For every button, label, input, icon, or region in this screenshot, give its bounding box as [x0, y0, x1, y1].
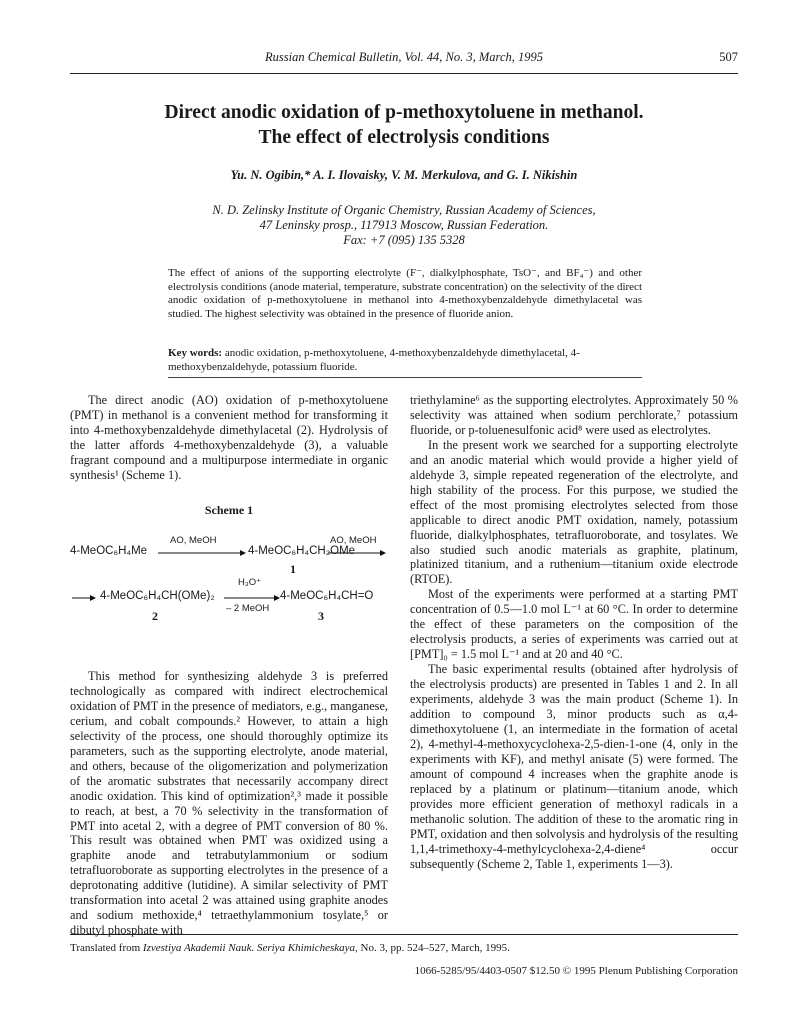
title-line-1: Direct anodic oxidation of p-methoxytoluene in methanol.: [164, 102, 644, 123]
keywords-rule: [168, 377, 642, 378]
authors: Yu. N. Ogibin,* A. I. Ilovaisky, V. M. Merkulova, and G. I. Nikishin: [230, 168, 578, 182]
compound-label-2: 2: [152, 609, 158, 623]
article-title: [70, 100, 738, 150]
title-line-2: The effect of electrolysis conditions: [258, 127, 550, 148]
reactant-pmt: 4-MeOC₆H₄Me: [70, 545, 148, 557]
paragraph: The basic experimental results (obtained after hydrolysis of the electrolysis products) are presented in Tables 1 and 2. In all experiments, aldehyde 3 was the main product (Scheme 1). In addition to compound 3, minor products such as α,4-dimethoxytoluene (1, an intermediate in the formation of acetal 2), 4-methyl-4-methoxycyclohexa-2,5-dien-1-one (4, only in the experiments with KF), and methyl anisate (5) were formed. The amount of compound 4 increases when the graphite anode is replaced by a platinum or platinum—titanium anode, which provides more efficient generation of methoxyl radicals in a methanolic solution. The addition of these to the aromatic ring in PMT, oxidation and then solvolysis and hydrolysis of the resulting 1,1,4-trimethoxy-4-methylcyclohexa-2,4-diene⁴ occur subsequently (Scheme 2, Table 1, experiments 1—3).: [410, 662, 738, 871]
arrow-1: [156, 548, 246, 558]
paragraph: In the present work we searched for a supporting electrolyte and an anodic material which would provide a higher yield of aldehyde 3, simple repeated regeneration of the electrolyte, and high stability of the process. For this purpose, we studied the effect of the most promising electrolytes selected from those applicable to direct anodic PMT oxidation, namely, potassium fluoride, dialkylphosphates, tetrafluoroborate, and tosylates. We also studied such anodic materials as graphite, platinum, platinized titanium, and a ruthenium—titanium oxide electrode (RTOE).: [410, 437, 738, 587]
compound-label-1: 1: [290, 562, 296, 576]
paragraph: triethylamine⁶ as the supporting electrolytes. Approximately 50 % selectivity was attained when sodium perchlorate,⁷ potassium fluoride, or p-toluenesulfonic acid⁸ were used as electrolytes.: [410, 393, 738, 437]
left-column-continued: [70, 669, 388, 938]
paragraph: This method for synthesizing aldehyde 3 is preferred technologically as compared with indirect electrochemical oxidation of PMT in the presence of mediators, e.g., manganese, cerium, and cobalt compounds.² However, to attain a high selectivity of the process, one should thoroughly optimize its parameters, such as the supporting electrolyte, anode material, and others, because of the oligomerization and polymerization of the aromatic substrates that necessarily accompany direct anodic oxidation. This kind of optimization²,³ made it possible to reach, at best, a 70 % selectivity in the transformation of PMT into acetal 2, with a degree of PMT conversion of 80 %. This result was obtained when PMT was oxidized using a graphite anode and tetrabutylammonium or sodium tetrafluoroborate as supporting electrolytes in the presence of a deprotonating additive (lutidine). A similar selectivity of PMT transformation into acetal 2 was attained using graphite anodes and sodium methoxide,⁴ tetraethylammonium tosylate,⁵ or dibutyl phosphate with: [70, 669, 388, 938]
page-number: 507: [719, 50, 738, 64]
header-rule: [70, 73, 738, 74]
keywords: [168, 347, 642, 374]
journal-citation: Russian Chemical Bulletin, Vol. 44, No. 3, March, 1995: [265, 50, 543, 64]
arrow-3-label-top: H₃O⁺: [238, 577, 262, 588]
affiliation-line-2: 47 Leninsky prosp., 117913 Moscow, Russian Federation.: [259, 218, 549, 232]
copyright-line: 1066-5285/95/4403-0507 $12.50 © 1995 Plenum Publishing Corporation: [414, 965, 738, 977]
arrow-3: [222, 593, 280, 603]
arrow-2: [326, 548, 386, 558]
arrow-1-label: AO, MeOH: [170, 535, 217, 546]
acetal-2: 4-MeOC₆H₄CH(OMe)₂: [100, 590, 215, 602]
scheme-1: [70, 535, 388, 660]
scheme-title: Scheme 1: [204, 503, 254, 517]
arrow-2-label: AO, MeOH: [330, 535, 377, 546]
running-head: [70, 50, 738, 72]
translation-note: [70, 942, 738, 954]
translation-prefix: Translated from: [70, 942, 141, 954]
arrow-3-label-bottom: – 2 MeOH: [226, 603, 270, 614]
translation-source: Izvestiya Akademii Nauk. Seriya Khimicheskaya,: [142, 942, 358, 954]
intermediate-1: 4-MeOC₆H₄CH₂OMe: [248, 545, 356, 557]
footer-rule: [70, 934, 738, 935]
keywords-label: Key words:: [168, 347, 223, 359]
translation-suffix: No. 3, pp. 524–527, March, 1995.: [360, 942, 510, 954]
right-column: [410, 393, 738, 872]
arrow-2-continuation: [70, 593, 96, 603]
left-column-intro: [70, 393, 388, 483]
affiliation: [120, 203, 688, 248]
aldehyde-3: 4-MeOC₆H₄CH=O: [280, 590, 374, 602]
affiliation-line-1: N. D. Zelinsky Institute of Organic Chemistry, Russian Academy of Sciences,: [212, 203, 596, 217]
paragraph: Most of the experiments were performed at a starting PMT concentration of 0.5—1.0 mol L⁻¹ at 60 °C. In order to determine the effect of these parameters on the composition of the electrolysis products, a series of experiments was carried out at [PMT]₀ = 1.5 mol L⁻¹ and at 20 and 40 °C.: [410, 587, 738, 662]
keywords-list: anodic oxidation, p-methoxytoluene, 4-methoxybenzaldehyde dimethylacetal, 4-methoxybenzaldehyde, potassium fluoride.: [168, 347, 580, 373]
abstract: The effect of anions of the supporting electrolyte (F⁻, dialkylphosphate, TsO⁻, and BF₄⁻) and other electrolysis conditions (anode material, temperature, substrate concentration) on the selectivity of the direct anodic oxidation of p-methoxytoluene in methanol into 4-methoxybenzaldehyde dimethylacetal was studied. The highest selectivity was obtained in the presence of fluoride anion.: [168, 267, 642, 320]
affiliation-fax: Fax: +7 (095) 135 5328: [343, 233, 465, 247]
compound-label-3: 3: [318, 609, 324, 623]
paragraph: The direct anodic (AO) oxidation of p-methoxytoluene (PMT) in methanol is a convenient method for transforming it into 4-methoxybenzaldehyde dimethylacetal (2). Hydrolysis of the latter affords 4-methoxybenzaldehyde (3), a valuable fragrant compound and a multipurpose intermediate in organic synthesis¹ (Scheme 1).: [70, 393, 388, 482]
